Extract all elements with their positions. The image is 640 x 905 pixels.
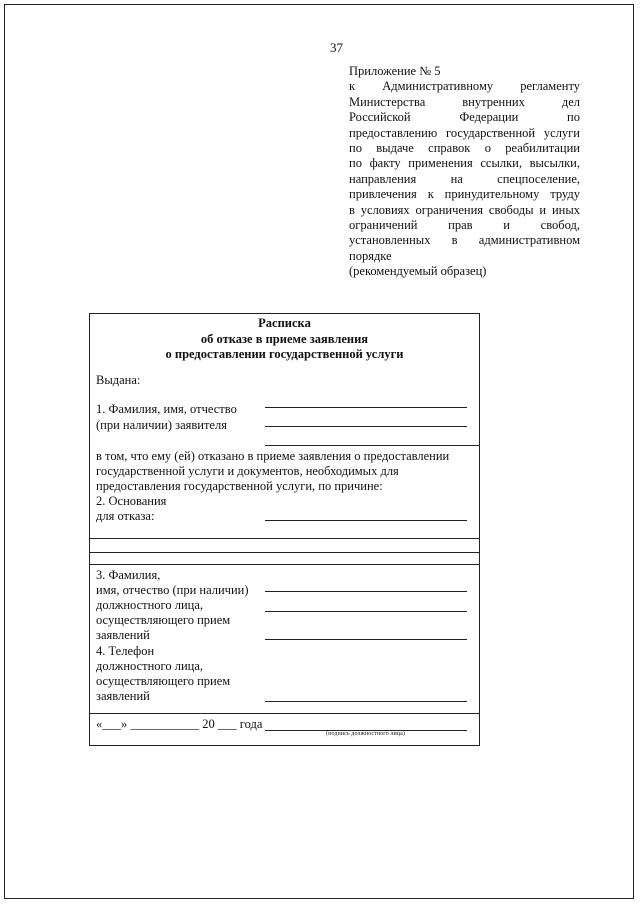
- officer-phone-label: должностного лица,: [96, 659, 204, 673]
- officer-name-label: 3. Фамилия,: [96, 568, 161, 582]
- applicant-name-line[interactable]: [265, 407, 467, 408]
- reason-line[interactable]: [90, 538, 479, 539]
- applicant-name-line[interactable]: [265, 426, 467, 427]
- reason-line[interactable]: [90, 564, 479, 565]
- officer-name-line[interactable]: [265, 591, 467, 592]
- officer-name-label: имя, отчество (при наличии): [96, 583, 249, 597]
- appendix-line: порядке: [349, 248, 392, 263]
- form-title-line: об отказе в приеме заявления: [200, 331, 369, 346]
- statement-text: в том, что ему (ей) отказано в приеме заявления о предоставлении: [96, 449, 450, 463]
- reason-line[interactable]: [90, 552, 479, 553]
- appendix-note: (рекомендуемый образец): [349, 264, 487, 279]
- section-divider: [90, 713, 479, 714]
- officer-phone-label: заявлений: [96, 689, 150, 703]
- appendix-line: предоставлению государственной услуги: [349, 125, 580, 140]
- form-title: [90, 316, 479, 363]
- appendix-line: Российской Федерации по: [349, 110, 580, 125]
- officer-phone-label: 4. Телефон: [96, 644, 155, 658]
- officer-name-line[interactable]: [265, 639, 467, 640]
- appendix-line: по факту применения ссылки, высылки,: [349, 156, 580, 171]
- appendix-line: в условиях ограничения свободы и иных: [349, 202, 580, 217]
- applicant-name-line[interactable]: [265, 445, 480, 446]
- signature-caption: (подпись должностного лица): [326, 731, 405, 737]
- reason-label: для отказа:: [96, 509, 155, 523]
- statement-text: предоставления государственной услуги, по причине:: [96, 479, 383, 493]
- appendix-title: Приложение № 5: [349, 64, 441, 78]
- applicant-name-label: (при наличии) заявителя: [96, 418, 227, 432]
- statement-text: государственной услуги и документов, необходимых для: [96, 464, 399, 478]
- form-title-line: Расписка: [258, 316, 311, 330]
- appendix-line: по выдаче справок о реабилитации: [349, 141, 580, 156]
- appendix-line: ограничений прав и свобод,: [349, 218, 580, 233]
- appendix-header: [349, 64, 580, 280]
- officer-name-label: заявлений: [96, 628, 150, 642]
- officer-name-label: осуществляющего прием: [96, 613, 231, 627]
- appendix-line: установленных в административном: [349, 233, 580, 248]
- applicant-name-label: 1. Фамилия, имя, отчество: [96, 402, 237, 416]
- reason-label: 2. Основания: [96, 494, 167, 508]
- appendix-line: к Административному регламенту: [349, 79, 580, 94]
- officer-phone-line[interactable]: [265, 701, 467, 702]
- officer-name-label: должностного лица,: [96, 598, 204, 612]
- reason-line[interactable]: [265, 520, 467, 521]
- form-title-line: о предоставлении государственной услуги: [165, 347, 404, 361]
- appendix-line: направления на спецпоселение,: [349, 171, 580, 186]
- appendix-line: привлечения к принудительному труду: [349, 187, 580, 202]
- receipt-form: [89, 313, 480, 746]
- officer-name-line[interactable]: [265, 611, 467, 612]
- officer-phone-label: осуществляющего прием: [96, 674, 231, 688]
- appendix-line: Министерства внутренних дел: [349, 94, 580, 109]
- date-line[interactable]: «___» ___________ 20 ___ года: [96, 717, 263, 731]
- page-number: 37: [330, 40, 343, 55]
- issued-label: Выдана:: [96, 373, 141, 387]
